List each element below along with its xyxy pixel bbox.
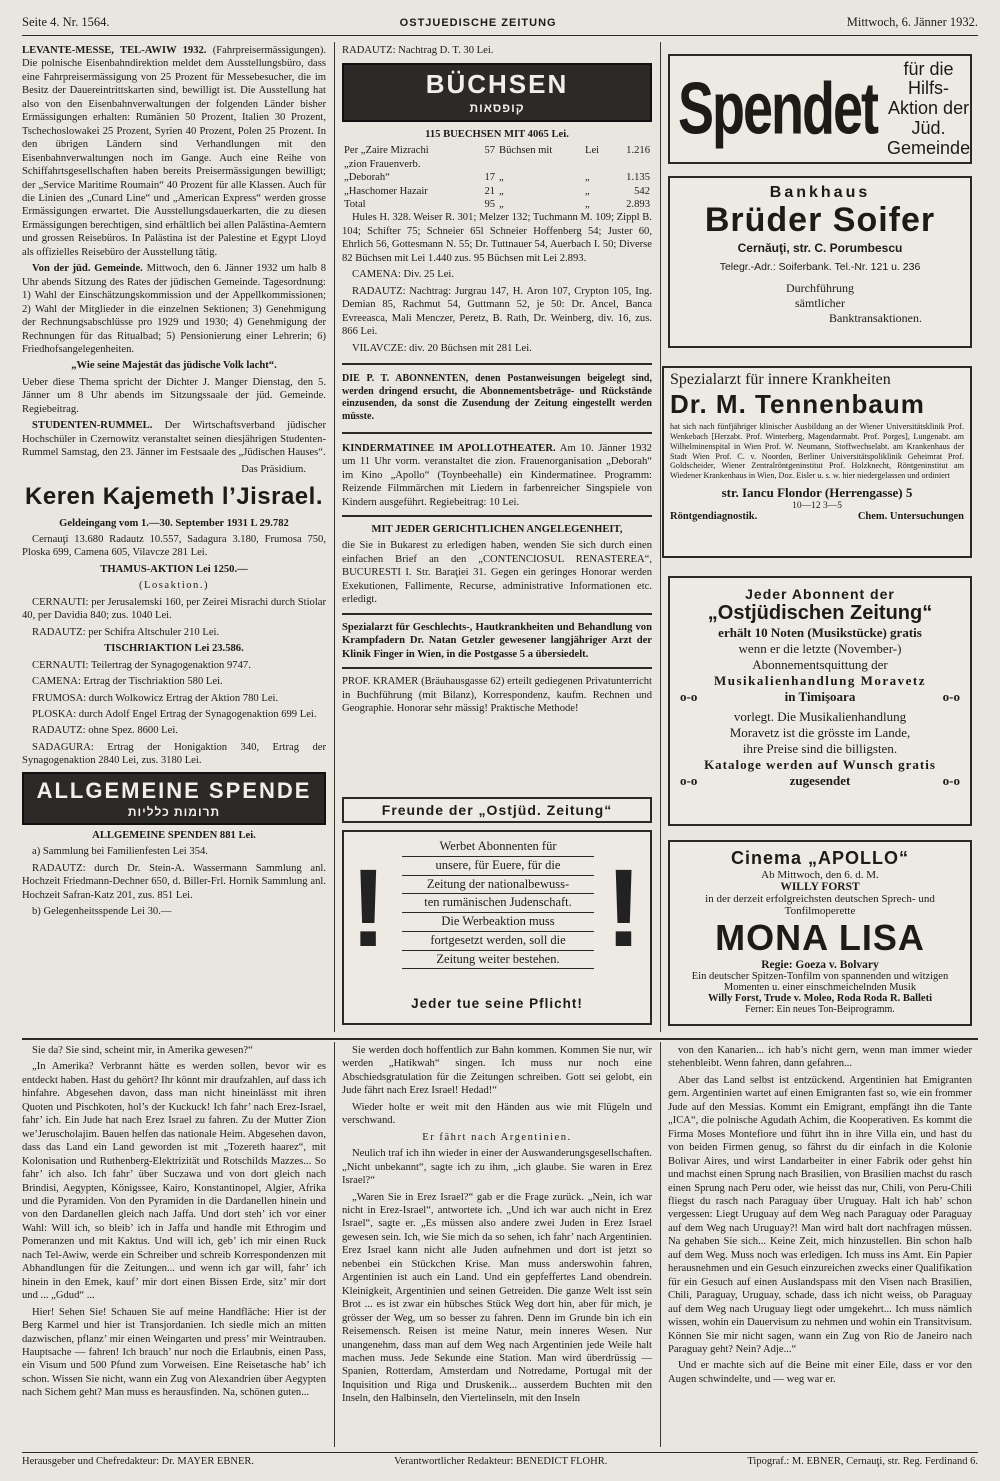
werbet-line: Werbet Abonnenten für [402, 838, 594, 857]
abo-row [670, 773, 970, 789]
divider [342, 432, 652, 434]
apollo-cast: Willy Forst, Trude v. Moleo, Roda Roda R. Balleti [707, 993, 932, 1004]
feuilleton-paragraph: Aber das Land selbst ist entzückend. Argentinien hat Emigranten gern. Argentinien wartet auf einen Emigranten fast so, wie ein frommer Jude auf den Messias. Kommt ein Emigrant, empfängt ihn die Tante „ICA“, die polnische Agudath Achim, die Kooperativen. Es kommt die Firma Moses Montefiore und führt ihn in ihre Villa ein, und hast du von beiden Firmen genug, so fährst du dir einfach in die Kolonie Bolivar Aires, und wirst Landarbeiter in einer Fabrik oder gehst hin und machst einen Sprung nach Brasilien, von Brasilien machst du rasch einen Sprung nach Peru oder, wie heisst das nur, Chili, von Peru-Chili fliegst du rasch nach Paraguay über Uruguay. Halt ich hab’ schon vergessen: Liegt Uruguay auf dem Weg nach Paraguay oder Paraguay auf dem Weg nach Uruguay?! Man wird halt dort nachfragen müssen. Na gehaben Sie sich... Keine Zeit, mich hinzustellen. Bin schon halb auf dem Weg. Muss noch was erledigen. Ich muss ins Amt. Ein Papier herausnehmen und ein Gesuch einzureichen zwecks einer Qualifikation für ein Gesuch auf einen Auslandspass mit den Visen nach Brasilien, Chili, Paraguay, Uruguay, schade, dass ich nicht weiss, ob Paraguay auf dem Weg nach Uruguay liegt oder umgekehrt... Ich muss nämlich wissen, wohin ein Dauervisum zu nehmen und wohin ein Transitvisum. Können Sie mir nicht sagen, wann ein Zug von Rio de Janeiro nach Paraguay geht? Nein? Adje...“ [668, 1074, 972, 1355]
buechsen-row [342, 158, 652, 171]
imprint-editor: Verantwortlicher Redakteur: BENEDICT FLOHR. [394, 1456, 608, 1467]
spende-line: b) Gelegenheitsspende Lei 30.— [32, 906, 172, 918]
buechsen-cell: „ [499, 185, 504, 197]
arzt-hours: 10—12 3—5 [792, 501, 842, 512]
werbet-line: Zeitung weiter bestehen. [402, 951, 594, 970]
collection-line: RADAUTZ: per Schifra Altschuler 210 Lei. [32, 626, 220, 638]
collection-line: PLOSKA: durch Adolf Engel Ertrag der Synagogenaktion 699 Lei. [32, 708, 317, 720]
buechsen-cell: „Haschomer Hazair [344, 185, 428, 197]
spende-title: ALLGEMEINE SPENDEN 881 Lei. [92, 829, 256, 841]
buechsen-banner-text: BÜCHSEN [425, 69, 569, 100]
abo-line: zugesendet [789, 773, 851, 788]
arzt-footer [664, 511, 970, 522]
buechsen-cell: 542 [634, 185, 650, 197]
exclamation-icon: ! [350, 847, 387, 970]
buechsen-row [342, 198, 652, 211]
abo-line: Moravetz ist die grösste im Lande, [729, 725, 911, 740]
bank-line: Durchführung [786, 281, 854, 296]
abonnent-ad [668, 576, 972, 826]
buechsen-cell: 57 [484, 145, 496, 157]
newspaper-name: OSTJUEDISCHE ZEITUNG [399, 16, 557, 29]
column-left [22, 44, 326, 1032]
collection-line: CERNAUTI: Teilertrag der Synagogenaktion 9747. [32, 659, 251, 671]
majestaet-text: Ueber diese Thema spricht der Dichter J. Manger Dienstag, den 5. Jänner um 8 Uhr abends im Sitzungssaale der jüd. Gemeinde. Regiebeitrag. [22, 376, 326, 415]
abo-line: Abonnementsquittung der [752, 657, 888, 672]
kinder-title: KINDERMATINEE IM APOLLOTHEATER. [342, 442, 556, 454]
apollo-ad [668, 840, 972, 1026]
keren-text: Cernauţi 13.680 Radautz 10.557, Sadagura 3.180, Frumosa 750, Ploska 699, Camena 605, Vilavcze 281 Lei. [22, 533, 326, 559]
column-middle [342, 44, 652, 789]
allgemeine-spende-banner [22, 772, 326, 825]
issue-date: Mittwoch, 6. Jänner 1932. [846, 15, 978, 29]
rummel-title: STUDENTEN-RUMMEL. [32, 420, 153, 432]
buechsen-title: 115 BUECHSEN MIT 4065 Lei. [425, 128, 569, 140]
feuilleton-paragraph: Er fährt nach Argentinien. [422, 1131, 572, 1143]
buechsen-cell: 95 [484, 198, 496, 210]
buechsen-cell: Total [344, 198, 366, 210]
feuilleton-paragraph: von den Kanarien... ich hab’s nicht gern, wenn man immer wieder stehenbleibt. Wenn fahren, dann gefahren... [668, 1045, 972, 1070]
collection-line: FRUMOSA: durch Wolkowicz Ertrag der Aktion 780 Lei. [32, 692, 279, 704]
feuilleton-column-right [668, 1044, 972, 1448]
werbet-box [342, 830, 652, 1025]
imprint-printer: Tipograf.: M. EBNER, Cernauţi, str. Reg. Ferdinand 6. [747, 1456, 978, 1467]
abo-line: ihre Preise sind die billigsten. [742, 741, 898, 756]
buechsen-cell: 2.893 [626, 198, 650, 210]
collection-line: RADAUTZ: ohne Spez. 8600 Lei. [32, 725, 178, 737]
apollo-line: Ab Mittwoch, den 6. d. M. [761, 869, 879, 881]
spende-banner-text: ALLGEMEINE SPENDE [36, 777, 312, 803]
feuilleton-column-middle [342, 1044, 652, 1448]
majestaet-title: „Wie seine Majestät das jüdische Volk lacht“. [71, 360, 277, 372]
gericht-text: die Sie in Bukarest zu erledigen haben, wenden Sie sich durch einen einfachen Brief an den „CONTENCIOSUL RENASTEREA“, BUCURESTI I. Str. Baraţiei 31. Gegen ein geringes Honorar werden Exekutionen, Fallimente, Recurse, administrative Informationen etc. erledigt. [342, 540, 652, 606]
bank-line: Banktransaktionen. [829, 311, 922, 326]
levante-title: LEVANTE-MESSE, TEL-AWIW 1932. [22, 45, 207, 56]
apollo-film-title: MONA LISA [715, 917, 925, 958]
radautz-nachtrag: RADAUTZ: Nachtrag: Jurgrau 147, H. Aron 107, Crypton 105, Ing. Demian 85, Rachmut 54, Guttmann 52, je 50: Dr. Ancel, Banca Evreeasca, Mali Menczer, Peretz, B. Rath, Dr. Weinberg, div. 16, zus. 866 Lei. [342, 285, 652, 338]
arzt-foot-right: Chem. Untersuchungen [857, 511, 964, 523]
rummel-signature: Das Präsidium. [241, 463, 306, 475]
abo-ornament: o-o [680, 773, 698, 788]
arzt-heading: Spezialarzt für innere Krankheiten [670, 371, 891, 388]
feuilleton-paragraph: „Waren Sie in Erez Israel?“ gab er die Frage zurück. „Nein, ich war nicht in Erez-Israel“, antwortete ich. „Und ich war auch nicht in Erez Israel“, sagte er. „Es müssen also andere zwei Juden in Erez Israel gewesen sein. Ich, wie Sie mich da so sehen, ich fahr’ nach Argentinien. Erez Israel kann nicht alle Juden aufnehmen und dort ist jetzt so nebenbei ein Stückchen Krise. Man muss anderswohin fahren, Argentinien ist auch ein Land. Und ein gepfeffertes Land obendrein. Kleinigkeit, Argentinien und seinen Getreiden. Die ganze Welt isst sein Brot ... es ist zwar ein hübsches Stück Weg dort hin, aber für mich, je grösser der Weg, um so besser zu fahren. Denn im Grunde bin ich ein Reisemensch. Reisen ist meine Natur, mein inneres Wesen. Nur unangenehm, dass man auf dem Weg nach Argentinien jede Weile halt machen muss. Jede Sekunde eine Station. Man wird überdrüssig — Spanien, Rotterdam, Amsterdam und Notredame, Portugal mit der Inquisition und Riga und Druskenik... ausserdem Buchten mit den Inseln, den Halbinseln, den Viertelinseln, mit den Inseln [342, 1191, 652, 1405]
abo-ornament: o-o [942, 689, 960, 704]
divider [342, 613, 652, 615]
buechsen-cell: Per „Zaire Mizrachi [344, 145, 429, 157]
feuilleton-paragraph: Sie da? Sie sind, scheint mir, in Amerika gewesen?“ [32, 1045, 253, 1056]
bank-label: Bankhaus [769, 184, 871, 201]
buechsen-cell [610, 158, 652, 171]
collection-line: SADAGURA: Ertrag der Honigaktion 340, Ertrag der Synagogenaktion 2840 Lei, zus. 3180 Lei. [22, 741, 326, 767]
vilavcze-line: VILAVCZE: div. 20 Büchsen mit 281 Lei. [352, 342, 532, 354]
rummel-text: Der Wirtschaftsverband jüdischer Hochschüler in Czernowitz veranstaltet seinen diesjährigen Studenten-Rummel Samstag, den 23. Jänner im Festsaale des „Jüdischen Hauses“. [22, 420, 326, 459]
abo-line: Musikalienhandlung Moravetz [713, 673, 927, 688]
buechsen-cell: Büchsen mit [499, 145, 553, 157]
collection-line: CERNAUTI: per Jerusalemski 160, per Zeirei Misrachi durch Stiolar 40, per Davidia 840; zus. 1040 Lei. [22, 596, 326, 622]
feuilleton-paragraph: Hier! Sehen Sie! Schauen Sie auf meine Handfläche: Hier ist der Berg Karmel und hier ist Transjordanien. Ich siedle mich an mitten dazwischen, pflanz’ mir einen Weingarten und press’ mir Weintrauben. Hauptsache — fahren! Ich brauch’ nur noch die Erlaubnis, einen Pass, ein Visum und 500 Pfund zum Vorweisen. Eine Reisetasche hab’ ich schon. Wissen Sie nicht, wann ein Zug von Alexandrien über Aegypten nach Sichem geht? Man muss es herausfinden. Na, schönen guten... [22, 1306, 326, 1399]
buechsen-banner [342, 63, 652, 121]
masthead [22, 14, 978, 36]
werbet-line: ten rumänischen Judenschaft. [402, 894, 594, 913]
abo-ornament: o-o [680, 689, 698, 704]
abo-line: Kataloge werden auf Wunsch gratis [704, 757, 936, 772]
spende-banner-hebrew: תרומות כלליות [127, 804, 221, 819]
radautz-top: RADAUTZ: Nachtrag D. T. 30 Lei. [342, 45, 494, 56]
spendet-word: Spendet [678, 68, 878, 150]
werbet-line: fortgesetzt werden, soll die [402, 932, 594, 951]
arzt-foot-left: Röntgendiagnostik. [670, 511, 758, 523]
column-rule [334, 1042, 335, 1447]
divider [342, 515, 652, 517]
abo-line: vorlegt. Die Musikalienhandlung [733, 709, 907, 724]
abo-ornament: o-o [942, 773, 960, 788]
buechsen-cell: „zion Frauenverb. [344, 158, 421, 170]
kinder-text: Am 10. Jänner 1932 um 11 Uhr vorm. veranstaltet die zion. Frauenorganisation „Deborah“ im Kino „Apollo“ (Toynbeehalle) ein Kindermatinee. Programm: Reizende Filmmärchen mit Liedern in farbenreicher Singspiele von Kindern ausgeführt. Regiebeitrag: 10 Lei. [342, 442, 652, 508]
page-number: Seite 4. Nr. 1564. [22, 15, 110, 29]
werbet-line: Zeitung der nationalbewuss- [402, 876, 594, 895]
imprint-publisher: Herausgeber und Chefredakteur: Dr. MAYER EBNER. [22, 1456, 255, 1467]
buechsen-cell: 1.135 [626, 172, 650, 184]
feuilleton-paragraph: Wieder holte er weit mit den Händen aus wie mit Flügeln und verschwand. [342, 1101, 652, 1127]
apollo-regie: Regie: Goeza v. Bolvary [761, 959, 879, 971]
buechsen-cell: „ [499, 198, 504, 210]
abo-row [670, 689, 970, 705]
column-rule [660, 1042, 661, 1447]
buechsen-cell [497, 158, 583, 171]
bank-line: sämtlicher [795, 296, 845, 311]
buechsen-cell: „ [584, 198, 590, 210]
buechsen-cell [475, 158, 497, 171]
buechsen-cell [583, 158, 610, 171]
exclamation-icon: ! [605, 847, 642, 970]
feuilleton-paragraph: Neulich traf ich ihn wieder in einer der Auswanderungsgesellschaften. „Nicht unbekannt“, sagte ich zu ihm, „ich glaube. Sie waren in Erez Israel?“ [342, 1148, 652, 1187]
pflicht-slogan: Jeder tue seine Pflicht! [411, 996, 583, 1011]
gemeinde-text: Mittwoch, den 6. Jänner 1932 um halb 8 Uhr abends Sitzung des Rates der jüdischen Gemeinde. Tagesordnung: 1) Wahl der Einschätzungskommission und der Appellkommissionen; 2) Wahl der Mitglieder in die einzelnen Sektionen; 3) Genehmigung der Rechnungsabschlüsse pro 1929 und 1930; 4) Genehmigung der Rechnungen für das Ritualbad; 5) Pensionierung einer Lehrerin; 6) Friedhofsangelegenheiten. [22, 263, 326, 355]
spendet-text: für die Hilfs-Aktion der Jüd. Gemeinde [887, 58, 971, 158]
abonnenten-notice: DIE P. T. ABONNENTEN, denen Postanweisungen beigelegt sind, werden dringend ersucht, die Abonnementsbeträge- und Rückstände einzusenden, da sonst die Zusendung der Zeitung eingestellt werden müsste. [342, 372, 652, 423]
buechsen-cell: „Deborah“ [344, 172, 390, 184]
spende-line: RADAUTZ: durch Dr. Stein-A. Wassermann Sammlung anl. Hochzeit Friedmann-Dechner 650, d. Biller-Frl. Hornik Sammlung anl. Hochzeit Safran-Katz 201, zus. 851 Lei. [22, 862, 326, 901]
bank-address: Cernăuţi, str. C. Porumbescu [737, 241, 903, 256]
buechsen-row [342, 144, 652, 157]
buechsen-cell: 21 [484, 185, 496, 197]
tennenbaum-ad [662, 366, 972, 558]
divider [342, 667, 652, 669]
levante-article [22, 44, 326, 259]
apollo-title: Cinema „APOLLO“ [730, 848, 910, 868]
kinder-article [342, 442, 652, 509]
divider [342, 363, 652, 365]
arzt-text: hat sich nach fünfjähriger klinischer Ausbildung an der Wiener Universitätsklinik Prof. Wenkebach [Herzabt. Prof. Winterberg, Magendarmabt. Prof. Porges], Lungenabt. am Wilhelminenspital in Wien Prof. W. Neumann, Stoffwechselabt. am Krankenhaus der Stadt Wien Prof. C. v. Noorden, Berliner Universitätspoliklinik Geheimrat Prof. Goldscheider, Wiener Zentralröntgeninstitut Prof. Holzknecht, Röntgeninstitut am Wiedener Krankenhaus in Wien, Doz. Eisler u. s. w. hier niedergelassen und ordiniert [670, 422, 964, 481]
abo-heading: Jeder Abonnent der [745, 586, 895, 602]
buechsen-cell: 17 [484, 172, 496, 184]
buechsen-row [342, 185, 652, 198]
arzt-address: str. Iancu Flondor (Herrengasse) 5 [721, 485, 913, 501]
buechsen-banner-hebrew: קופסאות [469, 101, 525, 116]
hules-text: Hules H. 328. Weiser R. 301; Melzer 132; Tuchmann M. 109; Zippl B. 104; Schifter 75; Schneier 65l Schneier Hoffenberg 54; Juster 60, Ehrlich 56, Gottesmann N. 55; Dr. Tuttnauer 54, Auerbach I. 50; Diverse 82 Büchsen mit Lei 1.440 zus. 95 Büchsen mit Lei 2.893. [342, 212, 652, 264]
feuilleton-column-left [22, 1044, 326, 1448]
feuilleton-paragraph: Sie werden doch hoffentlich zur Bahn kommen. Kommen Sie nur, wir werden „Hatikwah“ singen. Ich muss nur noch eine Abschiedsgratulation für die Zeitungen schreiben. Gott sei gelobt, ein Jude fährt nach Erez Israel! Hedad!“ [342, 1045, 652, 1097]
buechsen-cell: 1.216 [626, 145, 650, 157]
werbet-text [402, 838, 594, 969]
section-rule [22, 1038, 978, 1040]
werbet-line: Die Werbeaktion muss [402, 913, 594, 932]
collection-line: CAMENA: Ertrag der Tischriaktion 580 Lei. [32, 676, 223, 688]
tischri-heading: TISCHRIAKTION Lei 23.586. [104, 643, 244, 655]
abo-city: in Timişoara [784, 689, 856, 704]
levante-text: (Fahrpreisermässigungen). Die polnische Eisenbahndirektion meldet dem Ausstellungsbüro, dass eine Fahrpreisermässigung von 25 Prozent für Messebesucher, die im Besitz der Dauereintrittskarten sind, bewilligt ist. Die Ausstellung hat also von den Eisenbahnverwaltungen der folgenden Länder bisher Ermässigungen erhalten: Rumänien 50 Prozent, Italien 30 Prozent, Tschechoslowakei 25 Prozent, Syrien 40 Prozent, Polen 25 Prozent. In den übrigen Ländern sind Verhandlungen mit den Eisenbahnverwaltungen noch im Gange. Auch eine Reihe von Schiffahrtsgesellschaften haben bereits Preisermässigungen bewilligt; der „Service Maritime Roumain“ 40 Prozent für alle Klassen. Auch für die Linien des „Cunard Line“ und „American Express“ werden grosse Ermässigungen erwartet. Die Ausstellungsdauerkarten, die zu diesen Ermässigungen berechtigen, sind erhältlich bei allen Palästina-Aemtern und grossen Reisebüros. In Palästina ist der Palestine et Egypt Lloyd als offizielles Reisebüro der Ausstellung tätig. [22, 45, 326, 258]
arzt-name: Dr. M. Tennenbaum [670, 389, 925, 419]
gemeinde-article [22, 262, 326, 356]
apollo-line: Ferner: Ein neues Ton-Beiprogramm. [745, 1004, 895, 1015]
feuilleton-paragraph: „In Amerika? Verbrannt hätte es werden sollen, bevor wir es entdeckt haben. Hast du gehört? Ihr könnt mir draufzahlen, auf dass ich hinfahre. Abgesehen davon, dass man nicht hineinlässt mit ihren Quoten und Pischkoten, hol’s der Kuckuck! Ich fahr’ nach Erez-Israel, fahr’ ich. Ein Jude hat nach Erez Israel zu fahren. Zu der Mutter Zion we’Jeruscholajim. Bauen helfen das nationale Heim. Abgesehen davon, dass das Land ein Land geworden ist mit „Tozereth haarez“, mit Kolonisation und Ruthenberg-Elektrizität und Rotschilds Mazzes... So fahr’ ich also. Ich fahr’ über Suczawa und von dort gleich nach Brindisi, Aegypten, Königssee, Kairo, Konstantinopel, Algier, Afrika und die Pyramiden. Von den Pyramiden in die Dardanellen hinein und von den Dardanellen gleich nach Jaffa. Und dort steh’ ich vor einer Wahl: Will ich, so bleib’ ich in Jaffa und handle mit Ethrogim und Pomeranzen und mit Kaktus. Und will ich, geb’ ich mir einen Ruck nach Tel-Awiw, werde ein Schreiber und schreib Korrespondenzen mit Abhandlungen für die Zeitungen... und wenn ich gar will, fahr’ ich hinein in den Emek, kauf’ mir dort einen Bissen Erde, sitz’ mir dort und ... „Gdud“ ... [22, 1061, 326, 1302]
buechsen-cell: „ [499, 172, 504, 184]
apollo-line: Ein deutscher Spitzen-Tonfilm von spannenden und witzigen Momenten u. einer einschmeichelnden Musik [691, 971, 949, 993]
bank-telegram: Telegr.-Adr.: Soiferbank. Tel.-Nr. 121 u. 236 [719, 261, 921, 274]
column-rule [334, 42, 335, 1032]
gericht-title: MIT JEDER GERICHTLICHEN ANGELEGENHEIT, [371, 523, 623, 535]
werbet-line: unsere, für Euere, für die [402, 857, 594, 876]
freunde-banner: Freunde der „Ostjüd. Zeitung“ [342, 797, 652, 823]
feuilleton-paragraph: Und er machte sich auf die Beine mit einer Eile, dass er vor den Augen schwindelte, und — weg war er. [668, 1360, 972, 1385]
spendet-ad [668, 54, 972, 164]
kramer-ad: PROF. KRAMER (Bräuhausgasse 62) erteilt gediegenen Privatunterricht in Buchführung (mit Bilanz), Korrespondenz, kaufm. Rechnen und Geographie. Honorar sehr mässig! Praktische Methode! [342, 676, 652, 714]
apollo-star: WILLY FORST [780, 881, 860, 893]
abo-line: erhält 10 Noten (Musikstücke) gratis [718, 625, 922, 640]
bank-name: Brüder Soifer [704, 201, 936, 239]
column-rule [660, 42, 661, 1032]
losaktion-heading: (Losaktion.) [138, 580, 210, 592]
camena-line: CAMENA: Div. 25 Lei. [352, 269, 455, 281]
keren-title: Keren Kajemeth l’Jisrael. [25, 483, 323, 511]
keren-subtitle: Geldeingang vom 1.—30. September 1931 L 29.782 [59, 517, 289, 529]
buechsen-table [342, 144, 652, 211]
spezialarzt-ad: Spezialarzt für Geschlechts-, Hautkrankheiten und Behandlung von Krampfadern Dr. Natan Getzler gewesener langjähriger Arzt der Klinik Finger in Wien, in die Postgasse 5 a übersiedelt. [342, 621, 652, 660]
gemeinde-title: Von der jüd. Gemeinde. [32, 263, 143, 275]
abo-title: „Ostjüdischen Zeitung“ [707, 602, 933, 624]
abo-line: wenn er die letzte (November-) [738, 641, 902, 656]
bank-ad [668, 176, 972, 348]
buechsen-cell: „ [584, 172, 590, 184]
imprint [22, 1452, 978, 1470]
buechsen-cell: „ [584, 185, 590, 197]
thamus-heading: THAMUS-AKTION Lei 1250.— [100, 563, 248, 575]
apollo-line: in der derzeit erfolgreichsten deutschen Sprech- und Tonfilmoperette [705, 893, 935, 917]
buechsen-cell: Lei [584, 145, 600, 157]
buechsen-row [342, 171, 652, 184]
rummel-article [22, 419, 326, 459]
spende-line: a) Sammlung bei Familienfesten Lei 354. [32, 846, 208, 858]
